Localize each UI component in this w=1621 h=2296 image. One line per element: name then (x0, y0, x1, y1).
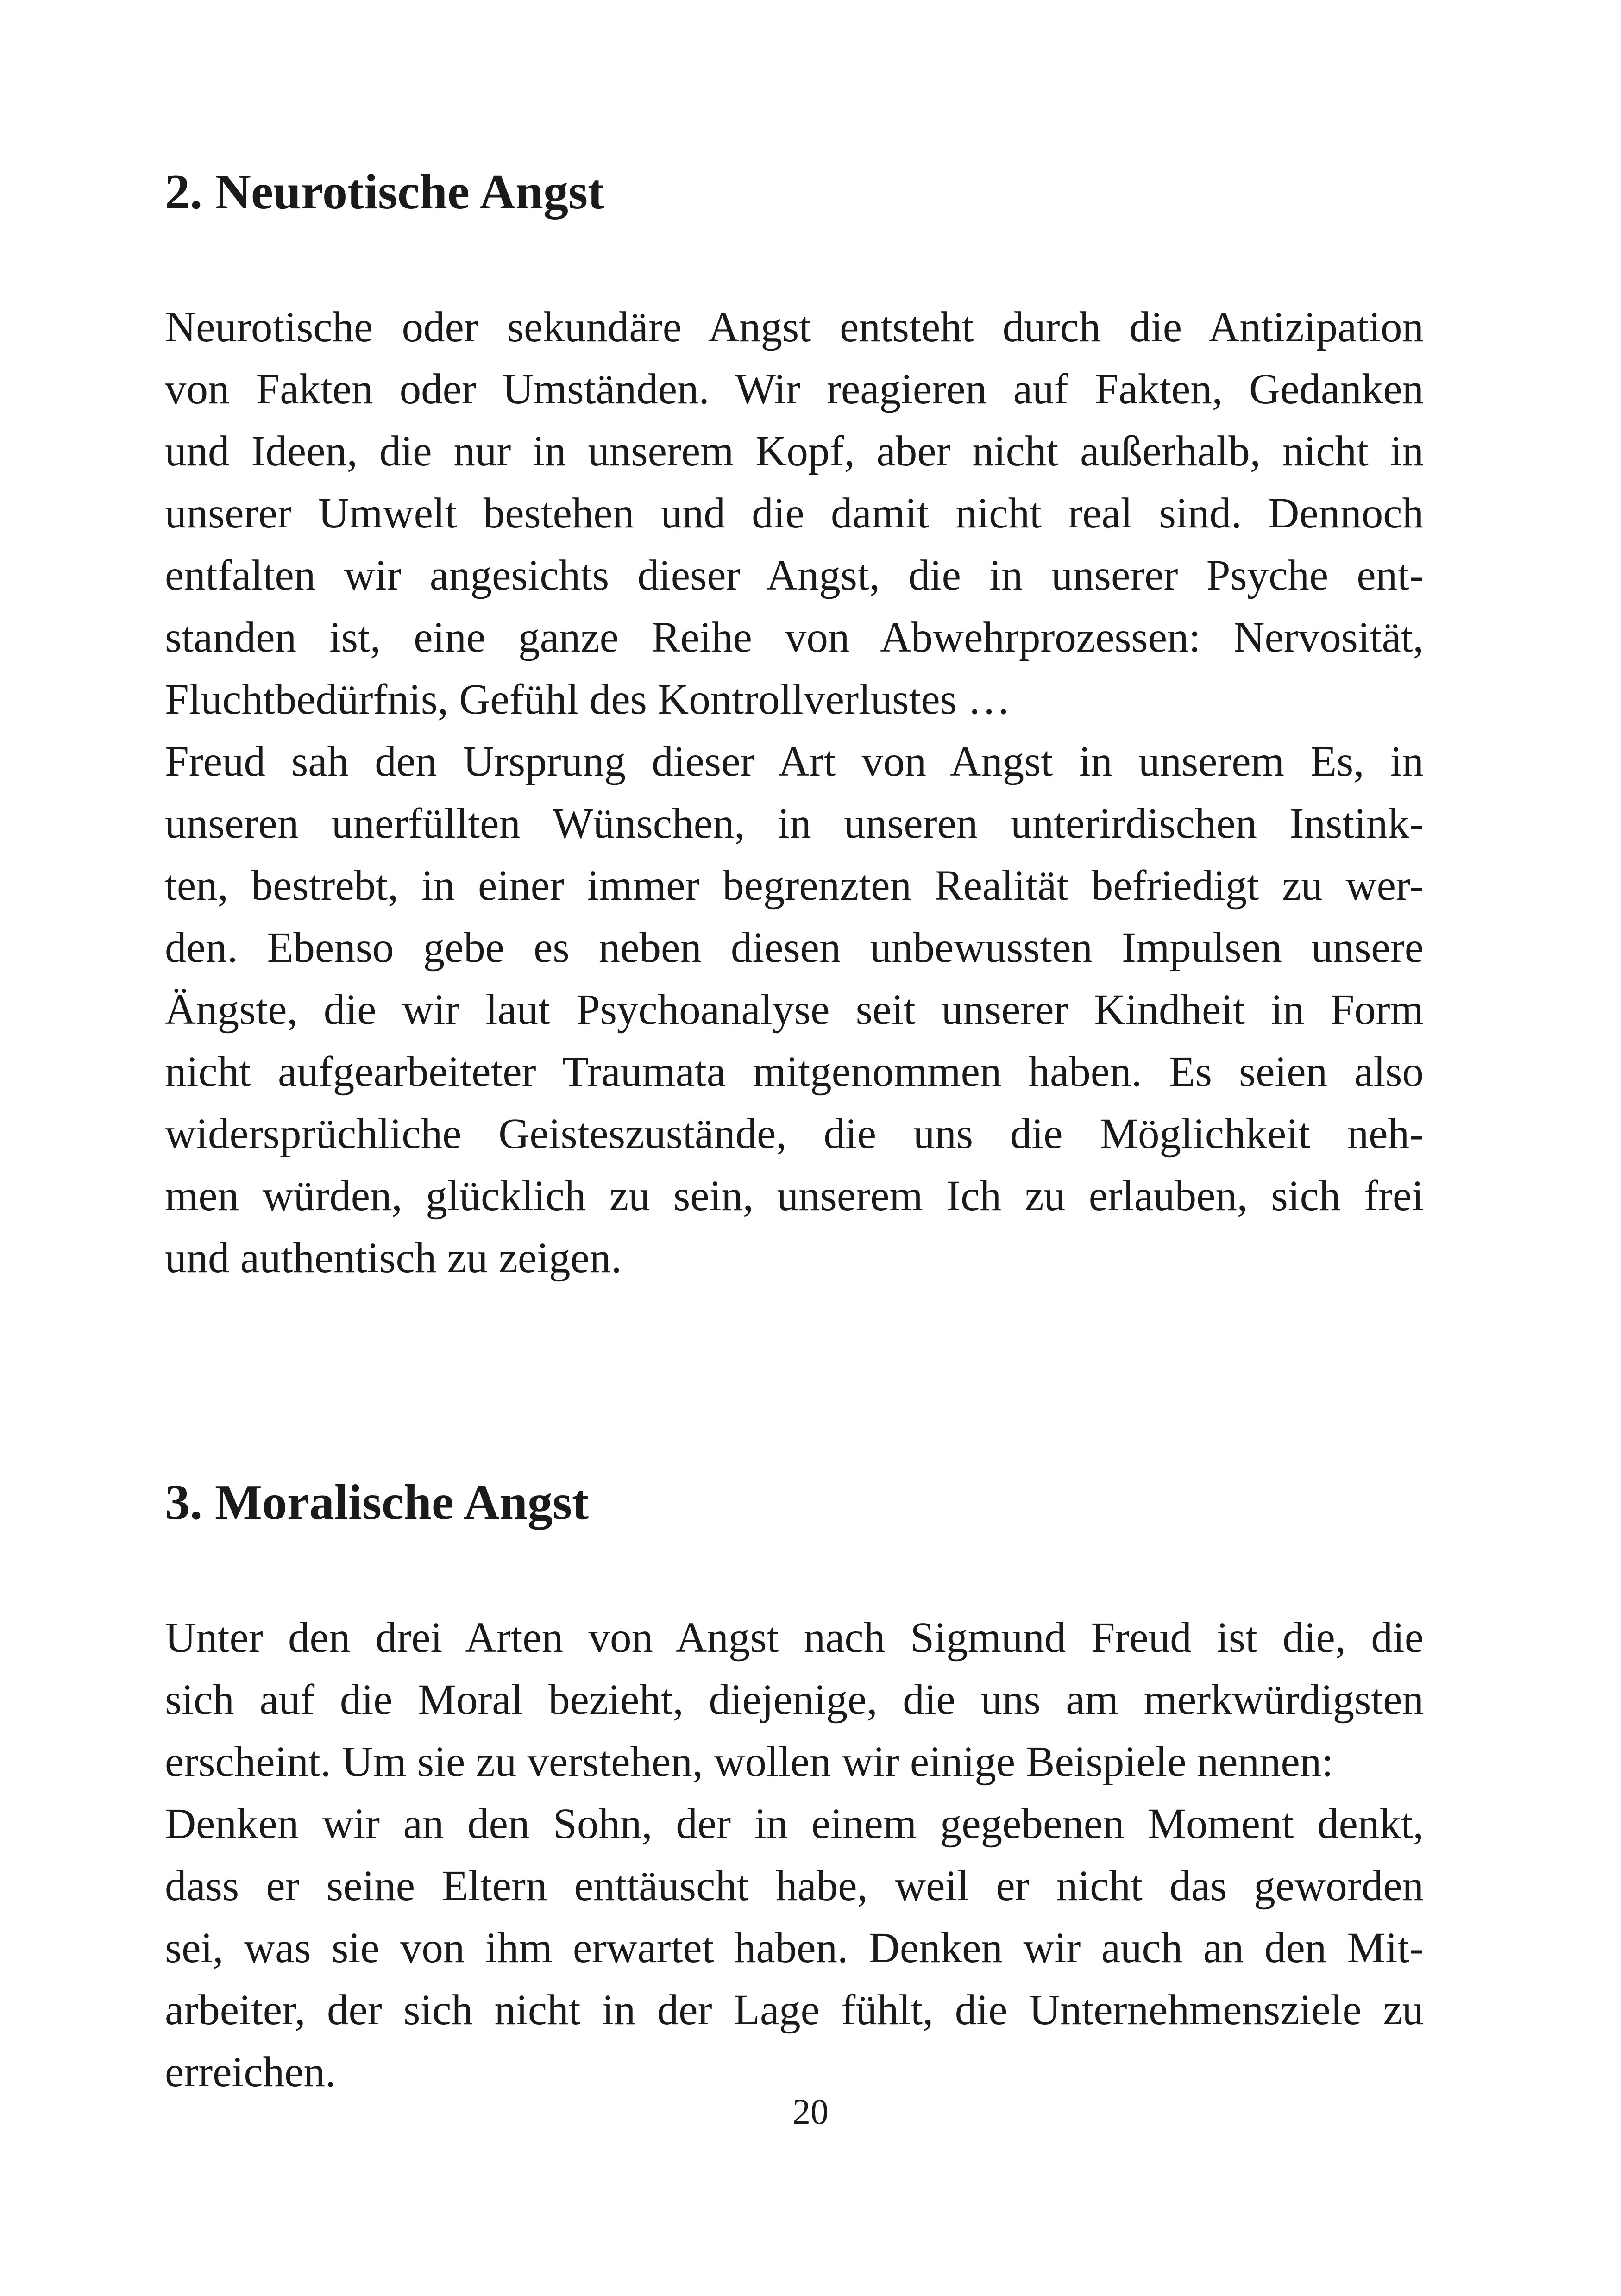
text-line: Ängste, die wir laut Psychoanalyse seit unserer Kindheit in Form (165, 986, 1424, 1034)
text-line: arbeiter, der sich nicht in der Lage fühlt, die Unternehmensziele zu (165, 1986, 1424, 2034)
text-line: unseren unerfüllten Wünschen, in unseren unterirdischen Instink- (165, 800, 1424, 847)
text-line: und authentisch zu zeigen. (165, 1234, 622, 1282)
text-line: und Ideen, die nur in unserem Kopf, aber nicht außerhalb, nicht in (165, 427, 1424, 475)
text-line: unserer Umwelt bestehen und die damit nicht real sind. Dennoch (165, 489, 1424, 537)
text-line: Denken wir an den Sohn, der in einem gegebenen Moment denkt, (165, 1800, 1424, 1848)
text-line: entfalten wir angesichts dieser Angst, die in unserer Psyche ent- (165, 552, 1424, 599)
text-line: erscheint. Um sie zu verstehen, wollen wir einige Beispiele nennen: (165, 1738, 1334, 1786)
text-line: von Fakten oder Umständen. Wir reagieren auf Fakten, Gedanken (165, 365, 1424, 413)
text-line: ten, bestrebt, in einer immer begrenzten Realität befriedigt zu wer- (165, 862, 1424, 910)
page-number: 20 (792, 2091, 829, 2132)
text-line: Neurotische oder sekundäre Angst entsteht durch die Antizipation (165, 303, 1424, 351)
text-line: standen ist, eine ganze Reihe von Abwehrprozessen: Nervosität, (165, 614, 1424, 661)
paragraph-moralische-angst (165, 1607, 1424, 2103)
text-line: dass er seine Eltern enttäuscht habe, weil er nicht das geworden (165, 1862, 1424, 1910)
text-line: den. Ebenso gebe es neben diesen unbewussten Impulsen unsere (165, 924, 1424, 972)
text-line: Unter den drei Arten von Angst nach Sigmund Freud ist die, die (165, 1614, 1424, 1662)
text-line: Freud sah den Ursprung dieser Art von Angst in unserem Es, in (165, 738, 1424, 785)
paragraph-neurotische-angst (165, 296, 1424, 1289)
section-heading-moralische-angst: 3. Moralische Angst (165, 1475, 589, 1530)
text-line: men würden, glücklich zu sein, unserem Ich zu erlauben, sich frei (165, 1172, 1424, 1220)
text-line: erreichen. (165, 2048, 336, 2096)
section-heading-neurotische-angst: 2. Neurotische Angst (165, 164, 605, 220)
text-line: sich auf die Moral bezieht, diejenige, die uns am merkwürdigsten (165, 1676, 1424, 1724)
text-line: sei, was sie von ihm erwartet haben. Denken wir auch an den Mit- (165, 1924, 1424, 1972)
text-line: nicht aufgearbeiteter Traumata mitgenommen haben. Es seien also (165, 1048, 1424, 1096)
text-line: widersprüchliche Geisteszustände, die uns die Möglichkeit neh- (165, 1110, 1424, 1158)
text-line: Fluchtbedürfnis, Gefühl des Kontrollverlustes … (165, 676, 1011, 723)
